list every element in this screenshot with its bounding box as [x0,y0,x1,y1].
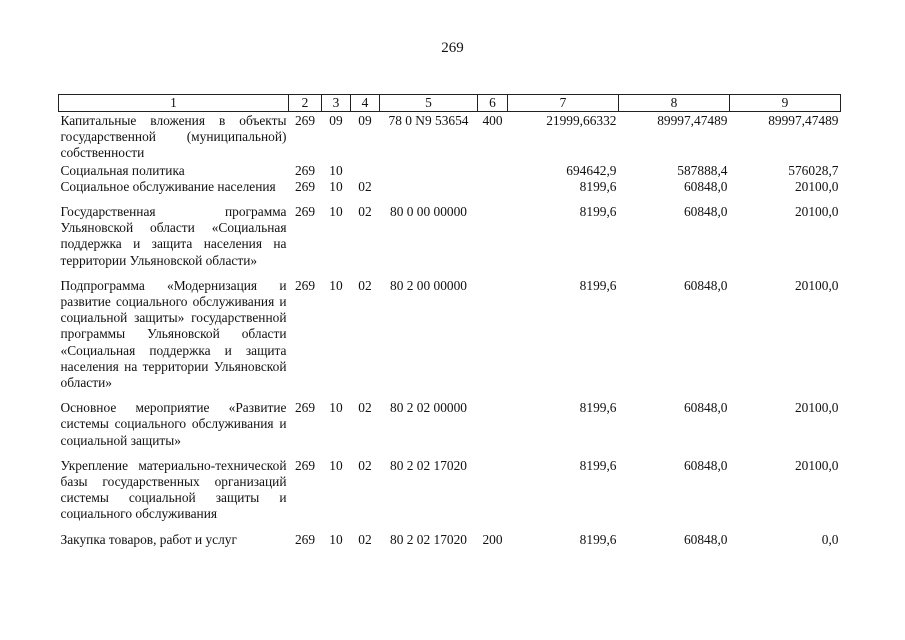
cell-ministry-code: 269 [294,531,316,547]
cell-ministry-code: 269 [294,162,316,178]
cell-ministry-code: 269 [294,457,316,473]
cell-amount-col8: 60848,0 [683,277,728,293]
cell-expense-type [478,162,508,179]
cell-subsection: 02 [358,400,372,416]
cell-ministry-code: 269 [294,113,316,128]
row-name: Социальная политика [60,162,185,178]
cell-subsection: 02 [358,457,372,473]
table-row [59,195,841,269]
row-name: Социальное обслуживание населения [60,178,276,194]
budget-table [58,94,841,548]
cell-amount-col9: 576028,7 [788,162,839,178]
row-name: Закупка товаров, работ и услуг [60,531,237,547]
cell-section: 10 [329,457,343,473]
cell-amount-col7: 8199,6 [579,531,617,547]
column-header: 2 [289,95,322,112]
cell-amount-col9: 0,0 [821,531,839,547]
row-name: Подпрограмма «Модернизация и развитие социального обслуживания и социальной защиты» государственной программы Ульяновской области «Социальная поддержка и защита населения на территории Ульяновской области» [60,277,287,391]
cell-expense-type: 400 [482,113,503,128]
table-row [59,179,841,195]
table-header-row [59,95,841,112]
cell-amount-col8: 89997,47489 [657,113,728,128]
cell-section: 10 [329,162,343,178]
cell-subsection: 02 [358,277,372,293]
cell-subsection: 02 [358,178,372,194]
cell-target-article [380,162,478,179]
cell-amount-col7: 8199,6 [579,178,617,194]
cell-amount-col8: 60848,0 [683,400,728,416]
cell-amount-col9: 20100,0 [794,204,839,220]
cell-amount-col9: 89997,47489 [768,113,839,128]
cell-subsection: 02 [358,204,372,220]
cell-expense-type: 200 [482,531,503,547]
cell-target-article: 80 0 00 00000 [390,204,467,220]
cell-subsection: 09 [358,113,372,128]
cell-ministry-code: 269 [294,400,316,416]
column-header: 7 [508,95,619,112]
column-header: 9 [730,95,841,112]
cell-target-article: 80 2 00 00000 [390,277,467,293]
cell-target-article: 80 2 02 00000 [390,400,467,416]
cell-subsection: 02 [358,531,372,547]
table-row [59,112,841,162]
column-header: 4 [351,95,380,112]
cell-amount-col8: 60848,0 [683,531,728,547]
cell-amount-col8: 587888,4 [677,162,728,178]
column-header: 5 [380,95,478,112]
row-name: Укрепление материально-технической базы государственных организаций системы социальной защиты и социального обслуживания [60,457,287,522]
cell-section: 10 [329,204,343,220]
cell-ministry-code: 269 [294,277,316,293]
cell-target-article: 80 2 02 17020 [390,457,467,473]
cell-expense-type [478,449,508,523]
column-header: 6 [478,95,508,112]
cell-amount-col9: 20100,0 [794,400,839,416]
cell-section: 10 [329,277,343,293]
cell-section: 09 [329,113,343,128]
column-header: 8 [619,95,730,112]
cell-target-article: 78 0 N9 53654 [388,113,469,128]
cell-amount-col7: 21999,66332 [546,113,617,128]
cell-amount-col8: 60848,0 [683,178,728,194]
cell-amount-col7: 8199,6 [579,400,617,416]
cell-amount-col7: 694642,9 [566,162,617,178]
table-row [59,391,841,449]
row-name: Государственная программа Ульяновской области «Социальная поддержка и защита населения на территории Ульяновской области» [60,204,287,268]
table-row [59,269,841,391]
cell-ministry-code: 269 [294,204,316,220]
row-name: Основное мероприятие «Развитие системы социального обслуживания и социальной защиты» [60,400,287,448]
cell-expense-type [478,179,508,195]
cell-expense-type [478,391,508,449]
cell-section: 10 [329,531,343,547]
column-header: 1 [59,95,289,112]
cell-amount-col7: 8199,6 [579,277,617,293]
cell-amount-col9: 20100,0 [794,457,839,473]
cell-target-article: 80 2 02 17020 [390,531,467,547]
column-header: 3 [322,95,351,112]
cell-section: 10 [329,178,343,194]
cell-subsection [351,162,380,179]
table-row [59,162,841,179]
cell-section: 10 [329,400,343,416]
cell-amount-col8: 60848,0 [683,204,728,220]
cell-ministry-code: 269 [294,178,316,194]
cell-amount-col7: 8199,6 [579,457,617,473]
cell-amount-col9: 20100,0 [794,277,839,293]
cell-amount-col8: 60848,0 [683,457,728,473]
cell-target-article [380,179,478,195]
cell-amount-col7: 8199,6 [579,204,617,220]
table-row [59,523,841,548]
cell-expense-type [478,195,508,269]
cell-expense-type [478,269,508,391]
table-row [59,449,841,523]
page-number: 269 [441,40,464,56]
row-name: Капитальные вложения в объекты государственной (муниципальной) собственности [60,113,287,161]
cell-amount-col9: 20100,0 [794,178,839,194]
